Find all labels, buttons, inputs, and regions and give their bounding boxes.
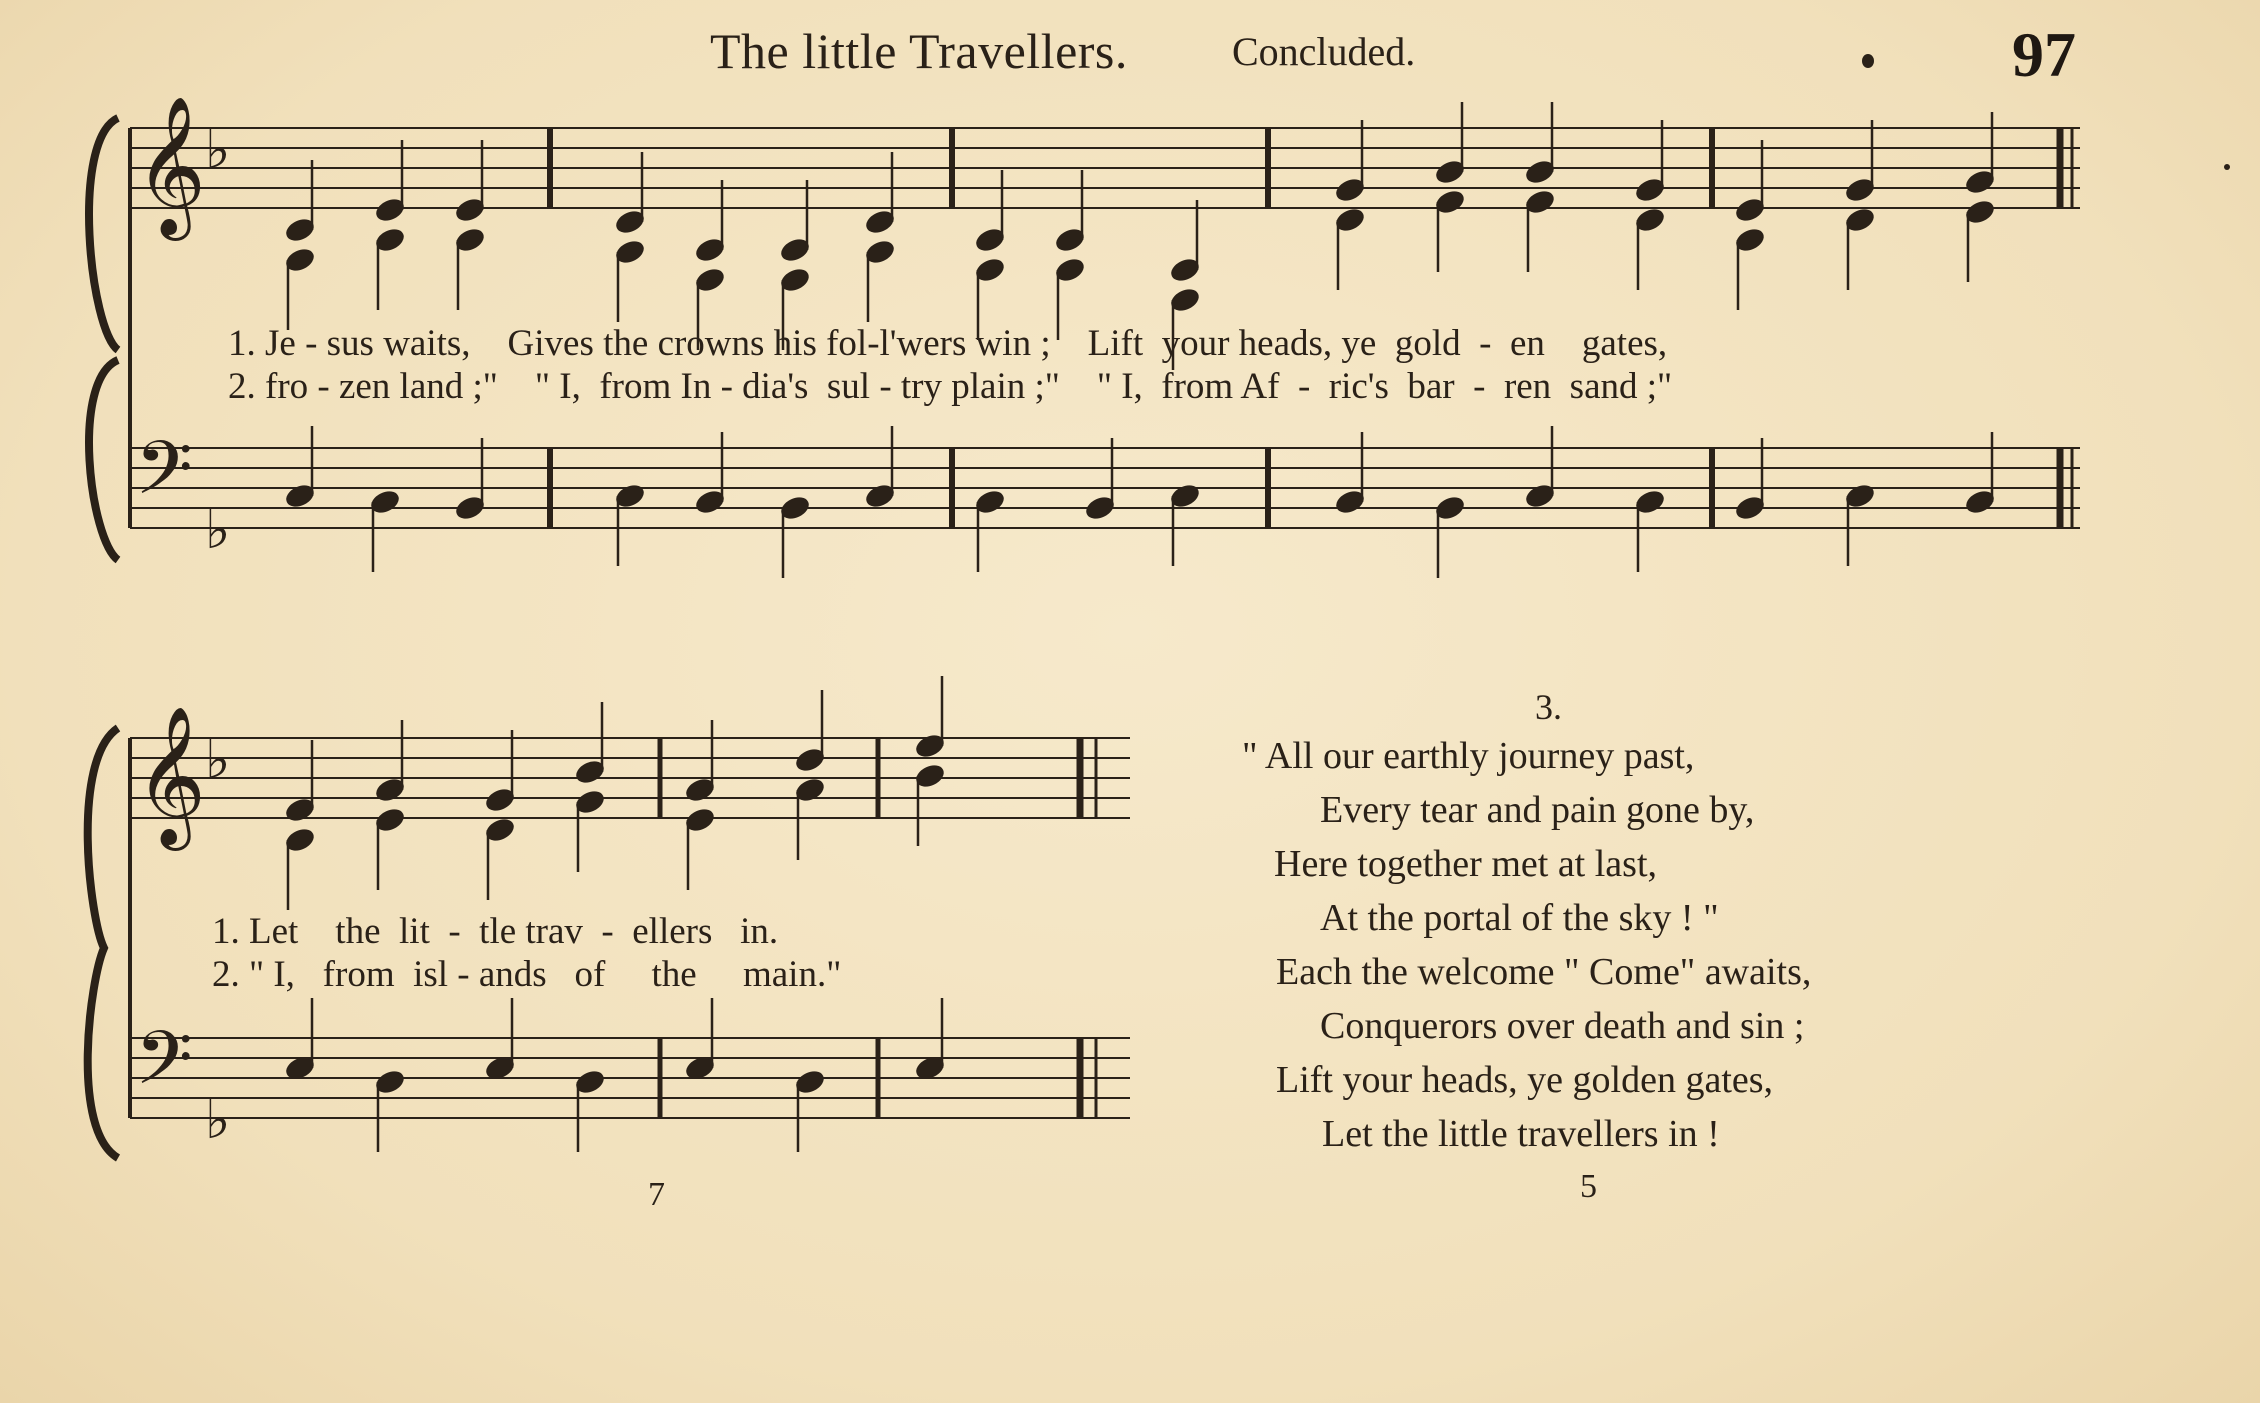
verse-line: Every tear and pain gone by, bbox=[1320, 789, 1755, 831]
lyrics-verse2-system1: 2. fro - zen land ;" " I, from In - dia's sul - try plain ;" " I, from Af - ric's bar - ren sand ;" bbox=[228, 366, 1673, 407]
flat-sign: ♭ bbox=[205, 730, 231, 790]
verse-line: At the portal of the sky ! " bbox=[1320, 897, 1719, 939]
lyrics-verse1-system2: 1. Let the lit - tle trav - ellers in. bbox=[212, 911, 779, 952]
verse-line: Each the welcome " Come" awaits, bbox=[1276, 951, 1812, 993]
brace bbox=[88, 728, 118, 1158]
treble-clef: 𝄞 bbox=[135, 706, 206, 845]
flat-sign: ♭ bbox=[205, 1090, 231, 1150]
verse-line: Lift your heads, ye golden gates, bbox=[1276, 1059, 1774, 1101]
lyrics-verse2-system2: 2. " I, from isl - ands of the main." bbox=[212, 954, 842, 995]
flat-sign: ♭ bbox=[205, 120, 231, 180]
flat-sign: ♭ bbox=[205, 500, 231, 560]
page-title: The little Travellers. bbox=[710, 23, 1128, 79]
signature-mark-right: 5 bbox=[1580, 1168, 1597, 1205]
verse-number: 3. bbox=[1535, 687, 1562, 727]
bass-clef: 𝄢 bbox=[135, 425, 193, 530]
page-number: 97 bbox=[2012, 19, 2076, 90]
treble-clef: 𝄞 bbox=[135, 96, 206, 235]
verse-line: Conquerors over death and sin ; bbox=[1320, 1005, 1805, 1047]
verse-line: Here together met at last, bbox=[1274, 843, 1658, 885]
verse-line: " All our earthly journey past, bbox=[1242, 735, 1695, 777]
bass-clef: 𝄢 bbox=[135, 1015, 193, 1120]
signature-mark-left: 7 bbox=[648, 1176, 665, 1213]
page-subtitle: Concluded. bbox=[1232, 29, 1416, 74]
lyrics-verse1-system1: 1. Je - sus waits, Gives the crowns his fol-l'wers win ; Lift your heads, ye gold - en gates, bbox=[228, 323, 1668, 364]
verse-line: Let the little travellers in ! bbox=[1322, 1113, 1720, 1155]
brace bbox=[89, 118, 118, 560]
